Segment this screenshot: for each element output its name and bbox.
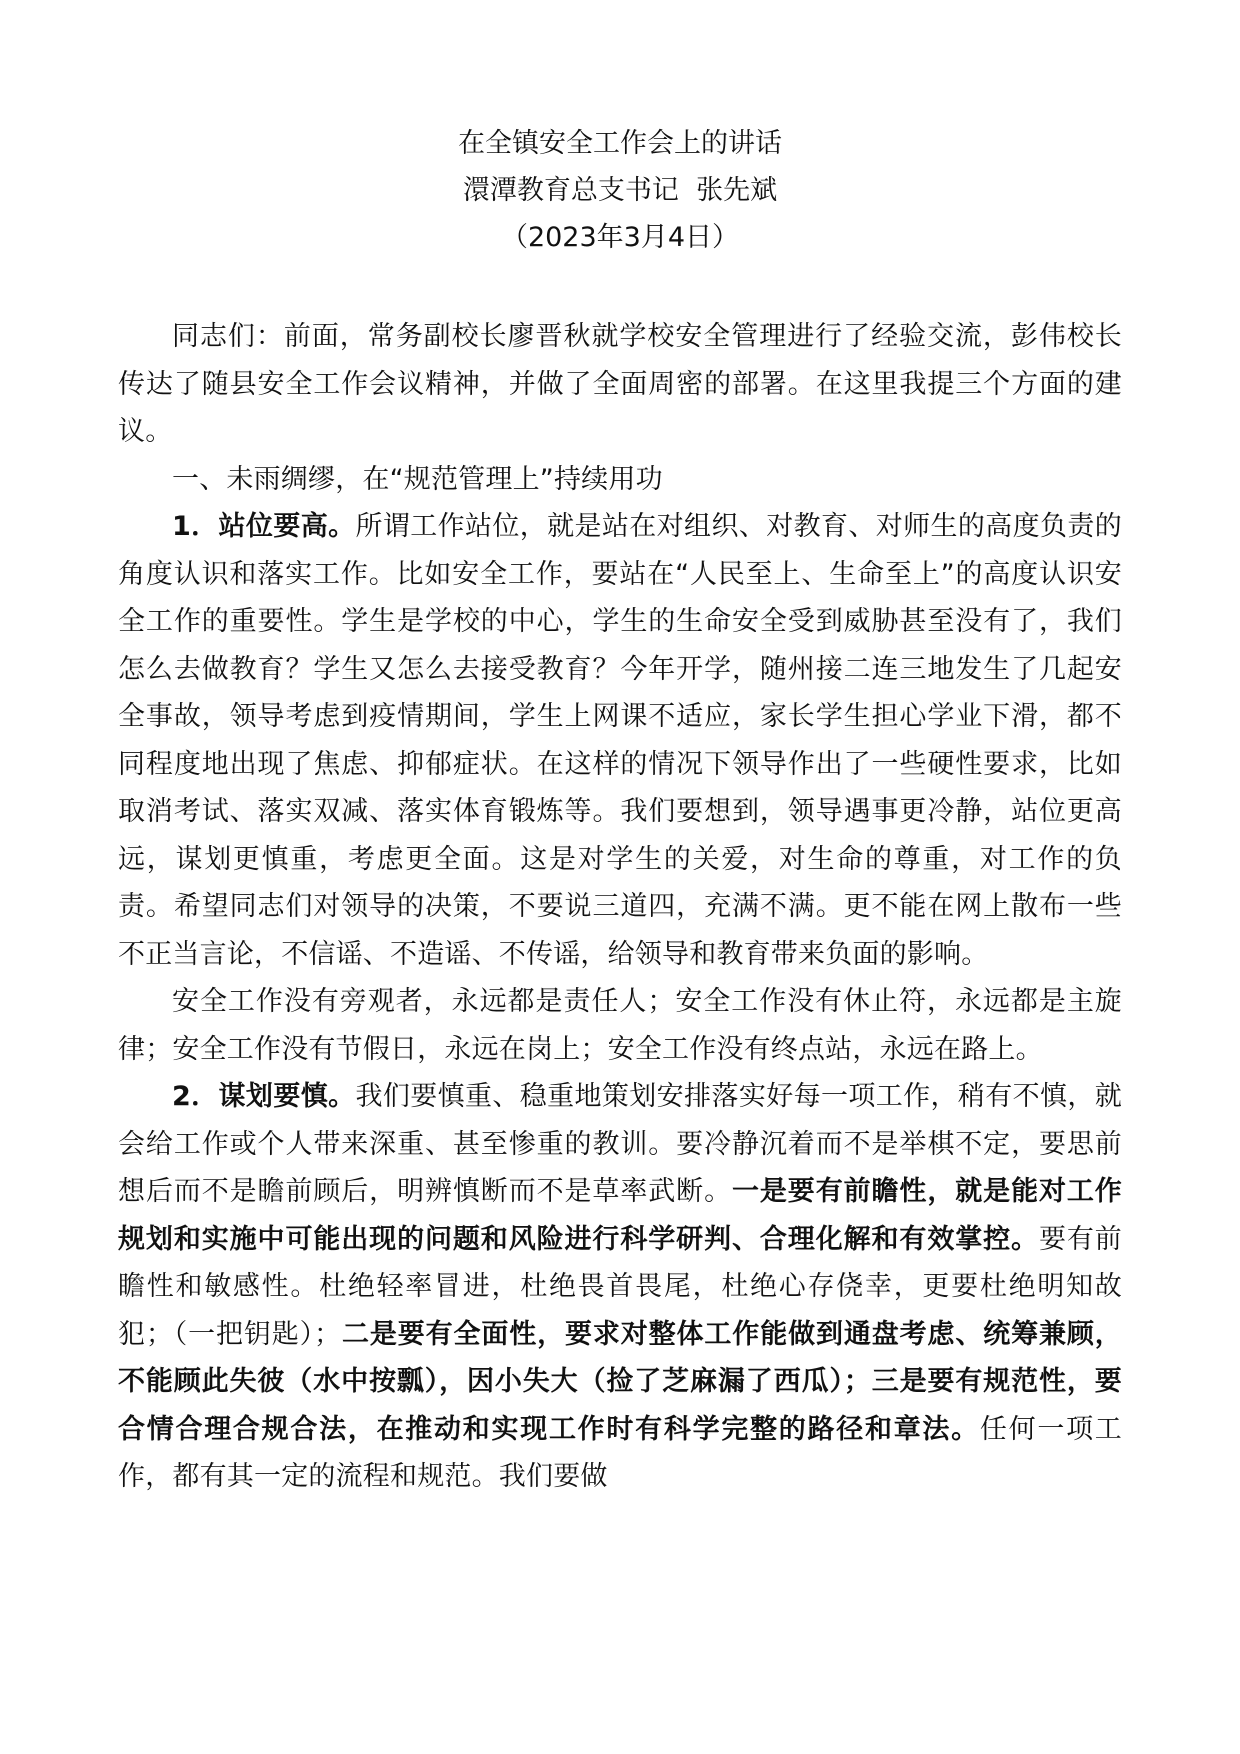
- point-heading: 2．谋划要慎。: [172, 1081, 356, 1112]
- paragraph-text: 要有前瞻性和敏感性。杜绝轻率冒进，杜绝畏首畏尾，杜绝心存侥幸，更要杜绝明知故犯；（一把钥匙）；: [118, 1223, 1122, 1350]
- paragraph-point-2: [118, 1073, 1122, 1501]
- emphasis-text: 二是要有全面性，要求对整体工作能做到通盘考虑、统筹兼顾，不能顾此失彼（水中按瓢），因小失大（捡了芝麻漏了西瓜）；三是要有规范性，要合情合理合规合法，在推动和实现工作时有科学完整的路径和章法。: [118, 1318, 1122, 1445]
- document-title: 在全镇安全工作会上的讲话: [458, 128, 782, 159]
- speech-body: [118, 313, 1122, 1501]
- speaker-line: 澴潭教育总支书记 张先斌: [462, 175, 778, 206]
- paragraph-safety-slogan: [118, 978, 1122, 1073]
- section-heading: [118, 456, 1122, 504]
- paragraph-text: 同志们：前面，常务副校长廖晋秋就学校安全管理进行了经验交流，彭伟校长传达了随县安全工作会议精神，并做了全面周密的部署。在这里我提三个方面的建议。: [118, 321, 1122, 447]
- paragraph-point-1: [118, 503, 1122, 978]
- date-line: （2023年3月4日）: [500, 222, 740, 253]
- section-heading-text: 一、未雨绸缪，在“规范管理上”持续用功: [172, 463, 663, 495]
- paragraph-intro: [118, 313, 1122, 456]
- paragraph-text: 我们要慎重、稳重地策划安排落实好每一项工作，稍有不慎，就会给工作或个人带来深重、甚至惨重的教训。要冷静沉着而不是举棋不定，要思前想后而不是瞻前顾后，明辨慎断而不是草率武断。: [118, 1081, 1122, 1207]
- paragraph-text: 所谓工作站位，就是站在对组织、对教育、对师生的高度负责的角度认识和落实工作。比如安全工作，要站在“人民至上、生命至上”的高度认识安全工作的重要性。学生是学校的中心，学生的生命安全受到威胁甚至没有了，我们怎么去做教育？学生又怎么去接受教育？今年开学，随州接二连三地发生了几起安全事故，领导考虑到疫情期间，学生上网课不适应，家长学生担心学业下滑，都不同程度地出现了焦虑、抑郁症状。在这样的情况下领导作出了一些硬性要求，比如取消考试、落实双减、落实体育锻炼等。我们要想到，领导遇事更冷静，站位更高远，谋划更慎重，考虑更全面。这是对学生的关爱，对生命的尊重，对工作的负责。希望同志们对领导的决策，不要说三道四，充满不满。更不能在网上散布一些不正当言论，不信谣、不造谣、不传谣，给领导和教育带来负面的影响。: [118, 511, 1122, 970]
- emphasis-text: 一是要有前瞻性，就是能对工作规划和实施中可能出现的问题和风险进行科学研判、合理化解和有效掌控。: [118, 1176, 1122, 1255]
- paragraph-text: 任何一项工作，都有其一定的流程和规范。我们要做: [118, 1413, 1123, 1492]
- title-block: [118, 120, 1122, 261]
- paragraph-text: 安全工作没有旁观者，永远都是责任人；安全工作没有休止符，永远都是主旋律；安全工作没有节假日，永远在岗上；安全工作没有终点站，永远在路上。: [118, 986, 1122, 1065]
- point-heading: 1．站位要高。: [172, 511, 356, 542]
